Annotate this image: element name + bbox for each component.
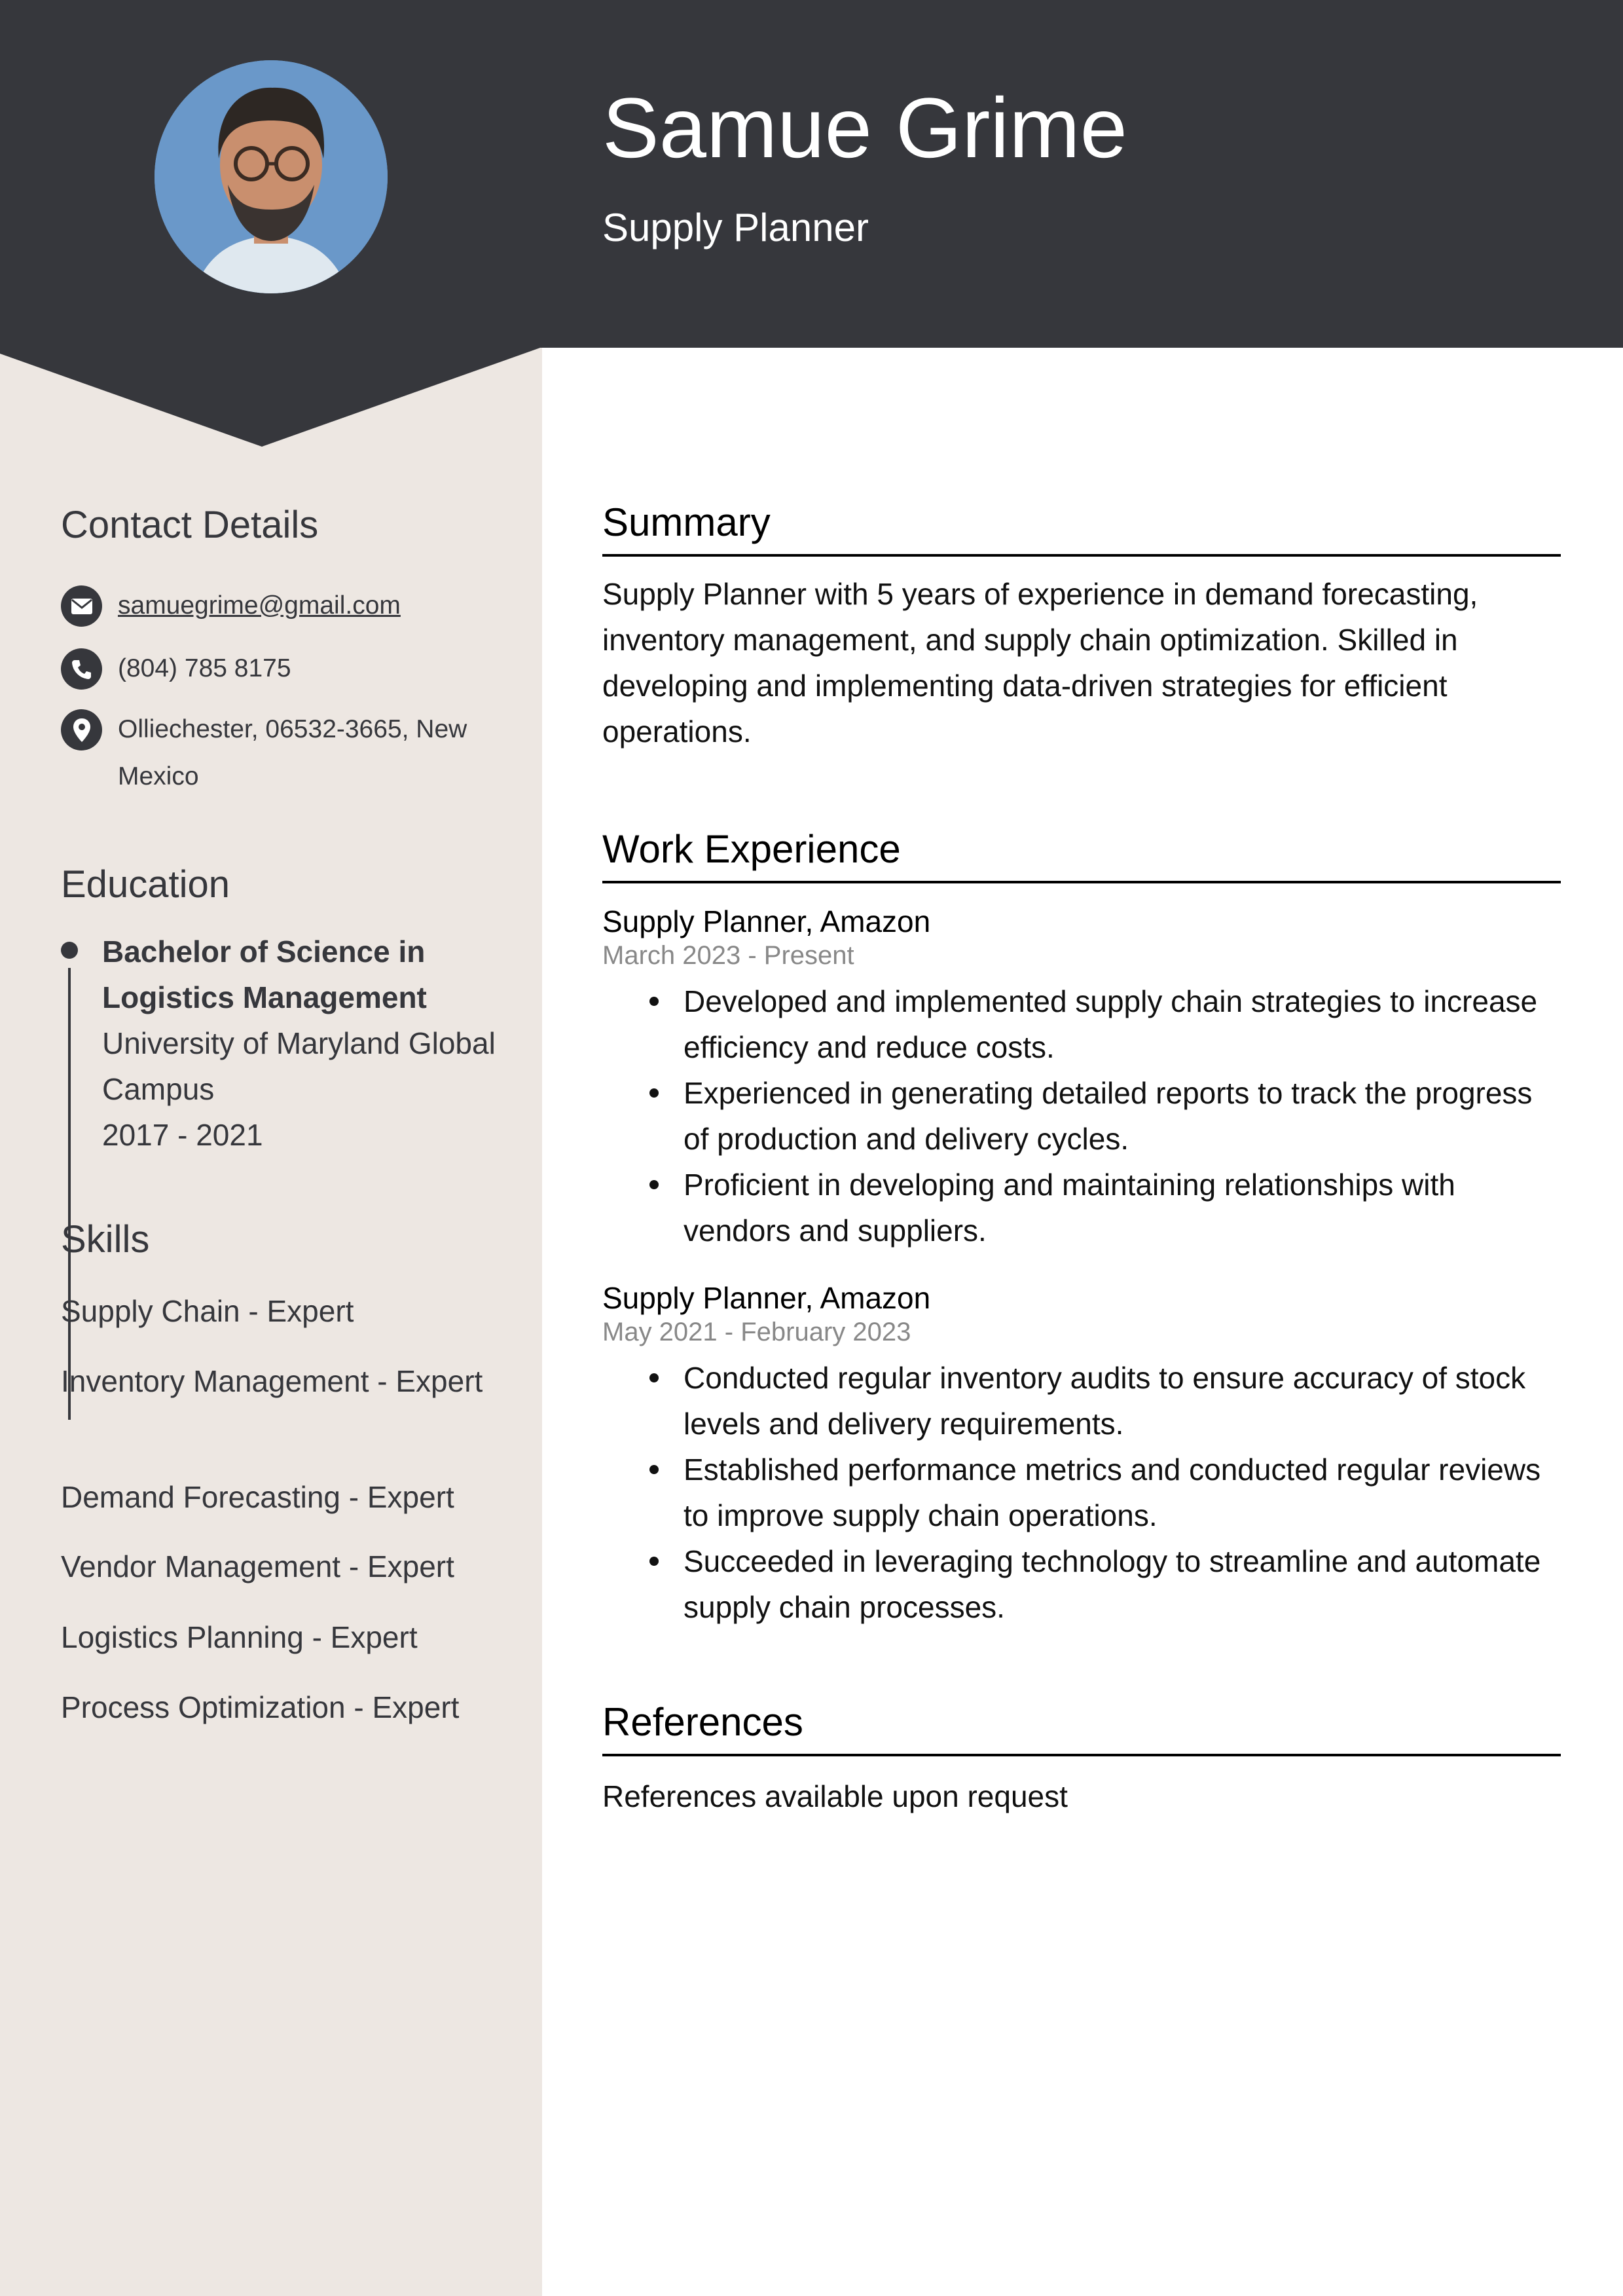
phone-icon xyxy=(61,648,102,690)
job-title: Supply Planner, Amazon xyxy=(602,904,931,938)
education-details xyxy=(102,929,521,1158)
header-chevron xyxy=(0,347,542,448)
job-title: Supply Planner, Amazon xyxy=(602,1281,931,1315)
job-bullet-list xyxy=(602,978,1561,1253)
education-school: University of Maryland Global Campus xyxy=(102,1026,496,1106)
phone-number: (804) 785 8175 xyxy=(118,654,291,682)
person-avatar-icon xyxy=(155,60,388,293)
work-experience-heading: Work Experience xyxy=(602,830,1561,883)
timeline-line xyxy=(68,968,71,1420)
summary-text: Supply Planner with 5 years of experience in demand forecasting, inventory management, and supply chain optimization. Skilled in developing and implementing data-driven strategies for efficient operations. xyxy=(602,577,1478,749)
job-bullet: Proficient in developing and maintaining relationships with vendors and suppliers. xyxy=(602,1162,1561,1253)
skill-item: Inventory Management - Expert xyxy=(61,1364,483,1398)
skills-heading: Skills xyxy=(61,1218,150,1261)
email-link[interactable]: samuegrime@gmail.com xyxy=(118,591,401,620)
skill-item: Supply Chain - Expert xyxy=(61,1294,354,1328)
address-text: Olliechester, 06532-3665, New Mexico xyxy=(118,715,467,790)
candidate-name: Samue Grime xyxy=(602,80,1127,176)
job-bullet: Experienced in generating detailed reports to track the progress of production and delivery cycles. xyxy=(602,1070,1561,1162)
job-dates: March 2023 - Present xyxy=(602,941,854,970)
timeline-dot xyxy=(61,942,78,959)
job-bullet-list xyxy=(602,1355,1561,1630)
job-bullet: Established performance metrics and conducted regular reviews to improve supply chain operations. xyxy=(602,1447,1561,1538)
profile-photo xyxy=(155,60,388,293)
job-bullet: Conducted regular inventory audits to ensure accuracy of stock levels and delivery requirements. xyxy=(602,1355,1561,1447)
job-bullet: Developed and implemented supply chain strategies to increase efficiency and reduce costs. xyxy=(602,978,1561,1070)
education-heading: Education xyxy=(61,863,230,906)
contact-address-row xyxy=(61,709,484,800)
summary-heading: Summary xyxy=(602,503,1561,557)
contact-details-heading: Contact Details xyxy=(61,504,319,546)
contact-phone-row xyxy=(61,648,291,692)
map-pin-icon xyxy=(61,709,102,750)
job-bullet: Succeeded in leveraging technology to streamline and automate supply chain processes. xyxy=(602,1538,1561,1630)
candidate-job-title: Supply Planner xyxy=(602,206,869,250)
references-text: References available upon request xyxy=(602,1779,1068,1813)
job-dates: May 2021 - February 2023 xyxy=(602,1318,911,1346)
envelope-icon xyxy=(61,585,102,627)
skill-item: Vendor Management - Expert xyxy=(61,1549,454,1583)
education-degree: Bachelor of Science in Logistics Management xyxy=(102,935,427,1014)
education-years: 2017 - 2021 xyxy=(102,1118,263,1152)
skill-item: Process Optimization - Expert xyxy=(61,1690,460,1724)
skill-item: Demand Forecasting - Expert xyxy=(61,1480,454,1514)
skill-item: Logistics Planning - Expert xyxy=(61,1620,418,1654)
references-heading: References xyxy=(602,1703,1561,1756)
contact-email-row xyxy=(61,585,401,629)
